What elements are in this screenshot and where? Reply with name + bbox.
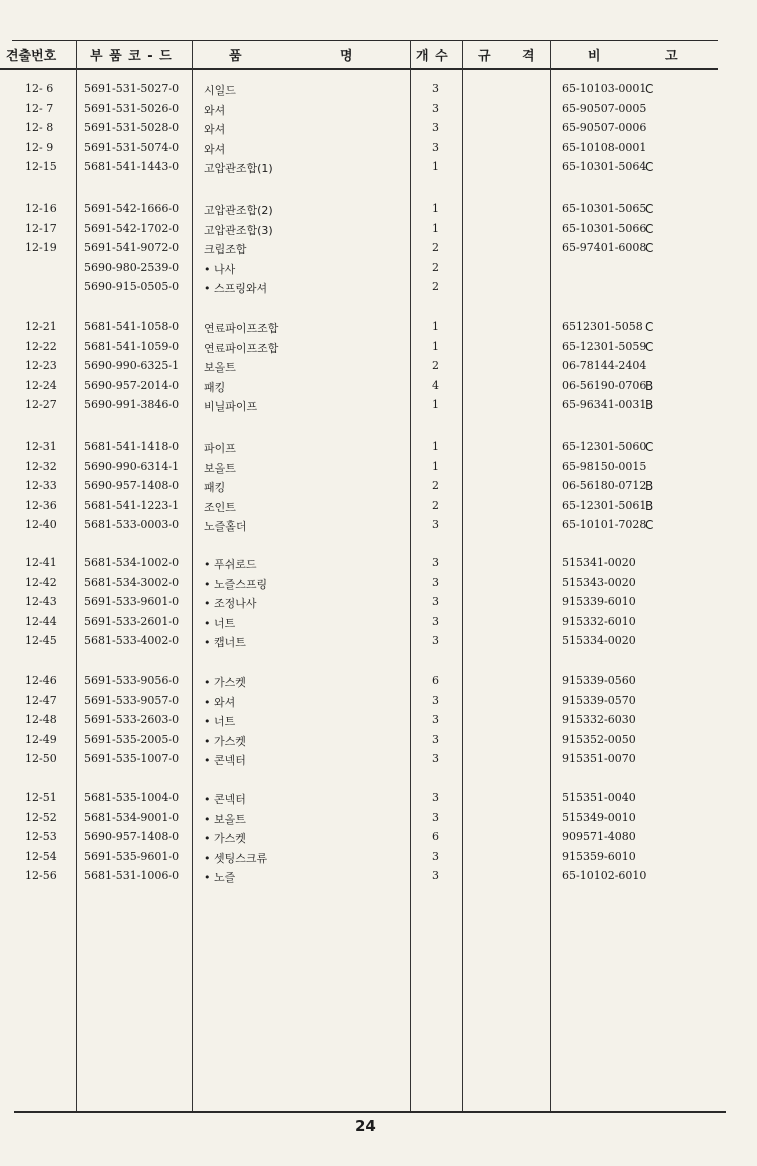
part-code: 5690-991-3846-0 [84,398,180,412]
row-id: 12-47 [25,693,57,707]
part-name: 고압관조합(3) [204,223,273,237]
part-name: • 가스켓 [204,832,246,846]
quantity: 1 [432,459,439,473]
reference-number: 06-78144-2404 [562,359,647,373]
part-name: • 가스켓 [204,734,246,748]
row-id: 12-46 [25,674,57,687]
reference-number: 06-56180-0712 [562,479,647,493]
part-name: • 푸쉬로드 [204,558,257,571]
reference-number: 65-10101-7028 [562,518,647,532]
reference-number: 65-12301-5059 [562,339,647,353]
row-id: 12-32 [25,459,57,473]
quantity: 3 [432,595,439,609]
part-name: • 셋팅스크류 [204,851,268,865]
grade-letter: C [645,221,654,236]
quantity: 1 [432,221,439,235]
row-id: 12-53 [25,830,57,844]
reference-number: 65-10301-5066 [562,221,647,235]
reference-number: 65-10301-5065 [562,202,647,215]
reference-number: 65-10108-0001 [562,140,647,154]
table-row [0,280,757,298]
reference-number: 915332-6030 [562,713,636,727]
part-name: • 노즐 [204,871,236,885]
quantity: 3 [432,614,439,628]
table-row [0,460,757,478]
grade-letter: C [645,241,654,256]
row-id: 12-33 [25,479,57,493]
header-spec-1: 규 [478,49,492,64]
quantity: 3 [432,791,439,804]
quantity: 3 [432,121,439,135]
table-row [0,595,757,613]
row-id: 12-45 [25,634,57,648]
table-row [0,634,757,652]
reference-number: 65-10301-5064 [562,160,647,174]
part-code: 5691-531-5074-0 [84,140,180,154]
part-code: 5681-541-1223-1 [84,498,180,512]
part-code: 5691-531-5026-0 [84,101,180,115]
grade-letter: B [645,378,654,393]
header-top-rule [12,40,718,41]
reference-number: 65-12301-5060 [562,440,647,453]
row-id: 12-40 [25,518,57,532]
table-bottom-rule [14,1111,726,1113]
part-name: 시일드 [204,84,236,97]
quantity: 3 [432,849,439,863]
quantity: 2 [432,359,439,373]
grade-letter: C [645,339,654,354]
row-id: 12-42 [25,575,57,589]
part-name: • 가스켓 [204,676,246,689]
quantity: 2 [432,498,439,512]
table-row [0,379,757,397]
part-name: 조인트 [204,500,236,514]
header-bottom-rule [0,68,718,70]
quantity: 3 [432,101,439,115]
row-id: 12- 6 [25,82,54,95]
reference-number: 909571-4080 [562,830,636,844]
quantity: 1 [432,320,439,333]
quantity: 2 [432,280,439,294]
quantity: 3 [432,713,439,727]
part-name: 보올트 [204,361,236,375]
part-code: 5691-535-9601-0 [84,849,180,863]
table-row [0,830,757,848]
part-code: 5691-533-2603-0 [84,713,180,727]
table-row [0,733,757,751]
grade-letter: C [645,518,654,533]
reference-number: 65-10102-6010 [562,869,647,883]
reference-number: 65-90507-0005 [562,101,647,115]
header-spec-2: 격 [522,49,536,64]
table-row [0,222,757,240]
reference-number: 6512301-5058 [562,320,643,333]
row-id: 12-36 [25,498,57,512]
part-name: 파이프 [204,442,236,455]
part-name: • 너트 [204,715,236,729]
row-id: 12-52 [25,810,57,824]
table-row [0,141,757,159]
part-code: 5690-990-6314-1 [84,459,180,473]
row-id: 12-41 [25,556,57,569]
part-name: • 보올트 [204,812,246,826]
part-code: 5681-534-1002-0 [84,556,180,569]
part-code: 5691-531-5028-0 [84,121,180,135]
quantity: 2 [432,260,439,274]
reference-number: 915339-0570 [562,693,636,707]
table-row [0,499,757,517]
part-name: • 콘넥터 [204,754,246,768]
part-name: 패킹 [204,380,226,394]
reference-number: 515343-0020 [562,575,636,589]
part-code: 5690-915-0505-0 [84,280,180,294]
row-id: 12-15 [25,160,57,174]
reference-number: 65-90507-0006 [562,121,647,135]
part-code: 5690-957-2014-0 [84,378,180,392]
table-row [0,674,757,692]
row-id: 12-16 [25,202,57,215]
row-id: 12-51 [25,791,57,804]
quantity: 3 [432,693,439,707]
grade-letter: C [645,202,654,216]
header-name-2: 명 [340,49,354,64]
part-name: • 콘넥터 [204,793,246,806]
part-name: • 조정나사 [204,597,257,611]
row-id: 12-43 [25,595,57,609]
reference-number: 915351-0070 [562,752,636,766]
table-row [0,713,757,731]
row-id: 12-22 [25,339,57,353]
quantity: 3 [432,140,439,154]
grade-letter: C [645,160,654,175]
table-row [0,320,757,338]
quantity: 2 [432,241,439,255]
part-code: 5691-535-1007-0 [84,752,180,766]
part-code: 5690-957-1408-0 [84,830,180,844]
reference-number: 915339-0560 [562,674,636,687]
table-row [0,359,757,377]
part-name: • 캡너트 [204,636,246,650]
row-id: 12-17 [25,221,57,235]
quantity: 4 [432,378,439,392]
quantity: 3 [432,810,439,824]
part-name: • 와셔 [204,695,236,709]
part-code: 5681-535-1004-0 [84,791,180,804]
table-row [0,102,757,120]
part-code: 5690-990-6325-1 [84,359,180,373]
part-code: 5690-957-1408-0 [84,479,180,493]
reference-number: 515341-0020 [562,556,636,569]
table-row [0,82,757,100]
row-id: 12-19 [25,241,57,255]
row-id: 12-24 [25,378,57,392]
table-row [0,869,757,887]
quantity: 3 [432,82,439,95]
part-code: 5681-531-1006-0 [84,869,180,883]
part-code: 5691-533-9057-0 [84,693,180,707]
row-id: 12-44 [25,614,57,628]
grade-letter: C [645,320,654,334]
quantity: 3 [432,752,439,766]
grade-letter: B [645,398,654,413]
part-name: 비닐파이프 [204,400,258,414]
part-name: 연료파이프조합 [204,341,279,355]
table-row [0,850,757,868]
reference-number: 65-97401-6008 [562,241,647,255]
quantity: 3 [432,634,439,648]
part-name: 고압관조합(2) [204,204,273,217]
part-name: • 노즐스프링 [204,577,268,591]
part-code: 5691-541-9072-0 [84,241,180,255]
row-id: 12- 7 [25,101,54,115]
row-id: 12- 8 [25,121,54,135]
table-row [0,261,757,279]
table-row [0,479,757,497]
row-id: 12-27 [25,398,57,412]
table-row [0,752,757,770]
part-code: 5681-533-0003-0 [84,518,180,532]
table-row [0,518,757,536]
reference-number: 06-56190-0706 [562,378,647,392]
part-name: • 너트 [204,616,236,630]
header-name-1: 품 [229,49,243,64]
reference-number: 915339-6010 [562,595,636,609]
table-row [0,615,757,633]
header-id: 견출번호 [6,49,57,64]
row-id: 12-21 [25,320,57,333]
part-name: 와셔 [204,142,226,156]
part-name: 크립조합 [204,243,247,257]
part-code: 5681-541-1443-0 [84,160,180,174]
part-code: 5691-533-2601-0 [84,614,180,628]
row-id: 12-31 [25,440,57,453]
reference-number: 65-10103-0001 [562,82,647,95]
reference-number: 915332-6010 [562,614,636,628]
quantity: 1 [432,440,439,453]
quantity: 3 [432,518,439,532]
part-name: 패킹 [204,481,226,495]
part-code: 5691-531-5027-0 [84,82,180,95]
row-id: 12-23 [25,359,57,373]
row-id: 12- 9 [25,140,54,154]
part-code: 5681-541-1059-0 [84,339,180,353]
part-code: 5681-541-1058-0 [84,320,180,333]
reference-number: 515334-0020 [562,634,636,648]
table-row [0,202,757,220]
quantity: 1 [432,398,439,412]
table-row [0,398,757,416]
part-code: 5690-980-2539-0 [84,260,180,274]
part-code: 5681-533-4002-0 [84,634,180,648]
header-code: 부 품 코 - 드 [90,49,173,64]
part-code: 5691-535-2005-0 [84,732,180,746]
part-code: 5691-542-1702-0 [84,221,180,235]
part-name: 고압관조합(1) [204,162,273,176]
reference-number: 515349-0010 [562,810,636,824]
table-row [0,121,757,139]
table-row [0,811,757,829]
table-row [0,556,757,574]
quantity: 1 [432,202,439,215]
reference-number: 65-98150-0015 [562,459,647,473]
header-note-1: 비 [588,49,602,64]
grade-letter: B [645,498,654,513]
reference-number: 915359-6010 [562,849,636,863]
grade-letter: B [645,479,654,494]
part-name: • 나사 [204,262,236,276]
part-name: 연료파이프조합 [204,322,279,335]
row-id: 12-50 [25,752,57,766]
quantity: 6 [432,674,439,687]
part-code: 5681-534-3002-0 [84,575,180,589]
page-number: 24 [355,1117,376,1135]
part-code: 5681-534-9001-0 [84,810,180,824]
row-id: 12-49 [25,732,57,746]
reference-number: 915352-0050 [562,732,636,746]
part-name: 와셔 [204,123,226,137]
part-code: 5691-533-9601-0 [84,595,180,609]
quantity: 1 [432,339,439,353]
table-row [0,440,757,458]
grade-letter: C [645,82,654,96]
grade-letter: C [645,440,654,454]
reference-number: 65-96341-0031 [562,398,647,412]
quantity: 1 [432,160,439,174]
header-qty: 개 수 [416,49,449,64]
reference-number: 65-12301-5061 [562,498,647,512]
quantity: 3 [432,732,439,746]
header-note-2: 고 [665,49,679,64]
row-id: 12-54 [25,849,57,863]
table-row [0,576,757,594]
quantity: 3 [432,575,439,589]
quantity: 2 [432,479,439,493]
part-name: • 스프링와셔 [204,282,268,296]
table-row [0,160,757,178]
part-code: 5681-541-1418-0 [84,440,180,453]
reference-number: 515351-0040 [562,791,636,804]
quantity: 6 [432,830,439,844]
table-row [0,791,757,809]
row-id: 12-48 [25,713,57,727]
table-row [0,694,757,712]
row-id: 12-56 [25,869,57,883]
part-code: 5691-533-9056-0 [84,674,180,687]
part-name: 보올트 [204,461,236,475]
table-row [0,340,757,358]
quantity: 3 [432,556,439,569]
table-row [0,241,757,259]
table-header [0,43,757,68]
part-name: 와셔 [204,103,226,117]
part-code: 5691-542-1666-0 [84,202,180,215]
quantity: 3 [432,869,439,883]
part-name: 노즐홀더 [204,520,247,534]
